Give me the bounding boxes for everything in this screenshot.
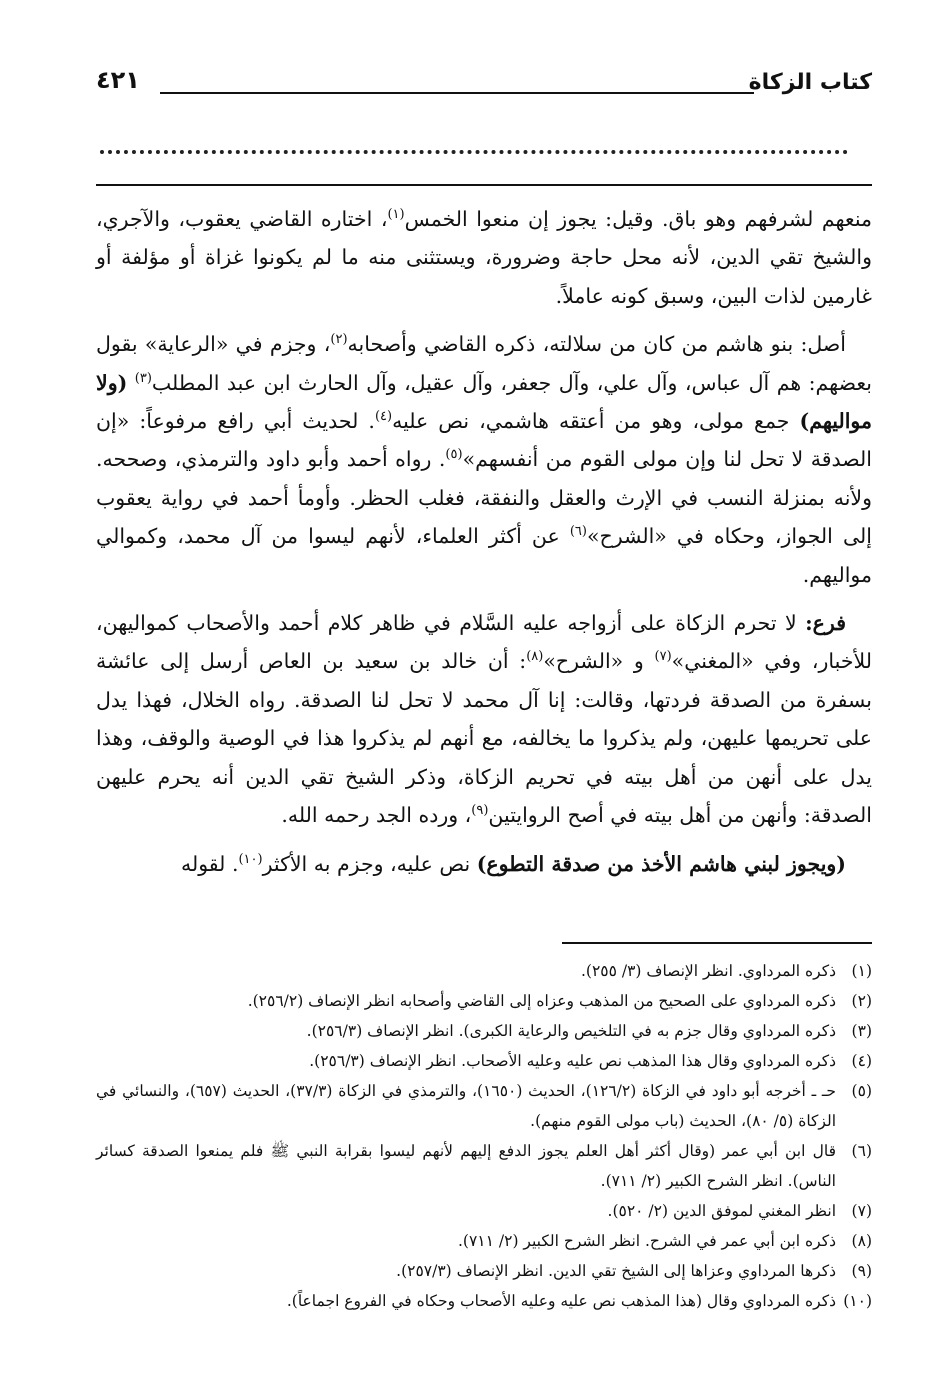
footnote-number: (٦) — [851, 1142, 872, 1160]
footnote-number: (٥) — [851, 1082, 872, 1100]
footnote-text: ذكرها المرداوي وعزاها إلى الشيخ تقي الدين. انظر الإنصاف (٢٥٧/٣). — [396, 1262, 836, 1280]
page-number: ٤٢١ — [96, 66, 140, 94]
footnote — [96, 986, 872, 1016]
footnote — [96, 1196, 872, 1226]
paragraph-1: منعهم لشرفهم وهو باق. وقيل: يجوز إن منعوا الخمس$^{(١)}$، اختاره القاضي يعقوب، والآجري، والشيخ تقي الدين، لأنه محل حاجة وضرورة، ويستثنى منه ما لم يكونوا غزاة أو مؤلفة أو غارمين لذات البين، وسبق كونه عاملاً. — [96, 207, 872, 308]
footnote — [96, 1256, 872, 1286]
footnote — [96, 1016, 872, 1046]
footnote-number: (٣) — [851, 1022, 872, 1040]
footnote — [96, 1286, 872, 1316]
book-title: كتاب الزكاة — [748, 70, 872, 95]
paragraph-4: (ويجوز لبني هاشم الأخذ من صدقة التطوع) نص عليه، وجزم به الأكثر$^{(١٠)}$. لقوله — [180, 851, 846, 876]
paragraph-2: أصل: بنو هاشم من كان من سلالته، ذكره القاضي وأصحابه$^{(٢)}$، وجزم في «الرعاية» بقول بعضهم: هم آل عباس، وآل علي، وآل جعفر، وآل عقيل، وآل الحارث ابن عبد المطلب$^{(٣)}$ (ولا مواليهم) جمع مولى، وهو من أعتقه هاشمي، نص عليه$^{(٤)}$. لحديث أبي رافع مرفوعاً: «إن الصدقة لا تحل لنا وإن مولى القوم من أنفسهم»$^{(٥)}$. رواه أحمد وأبو داود والترمذي، وصححه. ولأنه بمنزلة النسب في الإرث والعقل والنفقة، فغلب الحظر. وأومأ أحمد في رواية يعقوب إلى الجواز، وحكاه في «الشرح»$^{(٦)}$ عن أكثر العلماء، لأنهم ليسوا من آل محمد، وكموالي مواليهم. — [96, 332, 873, 587]
footnote — [96, 1076, 872, 1136]
footnote-ref: (٤) — [374, 409, 393, 425]
header-rule — [160, 92, 754, 94]
footnote-ref: (٨) — [526, 649, 544, 665]
footnote-text: ذكره المرداوي وقال هذا المذهب نص عليه وعليه الأصحاب. انظر الإنصاف (٢٥٦/٣). — [309, 1052, 836, 1070]
footnote-ref: (٦) — [569, 524, 587, 540]
footnote-ref: (١) — [387, 207, 405, 223]
matn-bold: (ويجوز لبني هاشم الأخذ من صدقة التطوع) — [476, 851, 846, 876]
footnote-number: (١) — [851, 962, 872, 980]
footnote-text: حـ ـ أخرجه أبو داود في الزكاة (١٢٦/٢)، الحديث (١٦٥٠)، والترمذي في الزكاة (٣٧/٣)، الحديث (٦٥٧)، والنسائي في الزكاة (٥/ ٨٠)، الحديث (باب مولى القوم منهم). — [96, 1082, 837, 1130]
footnote — [96, 1136, 872, 1196]
footnotes — [96, 956, 872, 1316]
footnote-text: ذكره المرداوي وقال (هذا المذهب نص عليه وعليه الأصحاب وحكاه في الفروع اجماعاً). — [286, 1292, 836, 1310]
footnote-number: (٢) — [851, 992, 872, 1010]
matn-bold: (ولا مواليهم) — [96, 370, 873, 434]
footnote-ref: (٥) — [445, 447, 463, 463]
footnote-text: ذكره ابن أبي عمر في الشرح. انظر الشرح الكبير (٢/ ٧١١). — [458, 1232, 836, 1250]
footnote-text: قال ابن أبي عمر (وقال أكثر أهل العلم يجوز الدفع إليهم لأنهم ليسوا بقرابة النبي ﷺ فلم يمنعوا الصدقة كسائر الناس). انظر الشرح الكبير (٢/ ٧١١). — [96, 1142, 836, 1190]
branch-label: فرع: — [805, 611, 846, 636]
footnote — [96, 1046, 872, 1076]
footnote-number: (٤) — [851, 1052, 872, 1070]
footnote — [96, 956, 872, 986]
paragraph-3: فرع: لا تحرم الزكاة على أزواجه عليه السَّلام في ظاهر كلام أحمد والأصحاب كمواليهن، للأخبار، وفي «المغني»$^{(٧)}$ و «الشرح»$^{(٨)}$: أن خالد بن سعيد بن العاص أرسل إلى عائشة بسفرة من الصدقة فردتها، وقالت: إنا آل محمد لا تحل لنا الصدقة. رواه الخلال، فهذا يدل على تحريمها عليهن، ولم يذكروا ما يخالفه، مع أنهم لم يذكروا هذا في الوصية والوقف، وهذا يدل على أنهن من أهل بيته في تحريم الزكاة، وذكر الشيخ تقي الدين أنه يحرم عليهن الصدقة: وأنهن من أهل بيته في أصح الروايتين$^{(٩)}$، ورده الجد رحمه الله. — [96, 611, 872, 828]
footnote-ref: (٢) — [330, 332, 348, 348]
main-text — [96, 200, 872, 893]
page-header — [96, 62, 872, 106]
dotted-separator — [100, 150, 848, 158]
footnote — [96, 1226, 872, 1256]
footnote-number: (٨) — [851, 1232, 872, 1250]
footnote-ref: (٩) — [471, 803, 489, 819]
footnote-text: ذكره المرداوي على الصحيح من المذهب وعزاه إلى القاضي وأصحابه انظر الإنصاف (٢٥٦/٢). — [247, 992, 836, 1010]
footnote-number: (١٠) — [843, 1292, 872, 1310]
footnote-ref: (٣) — [134, 370, 152, 386]
footnote-rule — [562, 942, 872, 944]
footnote-text: انظر المغني لموفق الدين (٢/ ٥٢٠). — [607, 1202, 836, 1220]
footnote-number: (٧) — [851, 1202, 872, 1220]
main-text-rule — [96, 184, 872, 186]
footnote-ref: (٧) — [654, 649, 672, 665]
footnote-text: ذكره المرداوي. انظر الإنصاف (٣/ ٢٥٥). — [580, 962, 836, 980]
footnote-ref: (١٠) — [238, 851, 263, 867]
footnote-number: (٩) — [851, 1262, 872, 1280]
footnote-text: ذكره المرداوي وقال جزم به في التلخيص والرعاية الكبرى). انظر الإنصاف (٢٥٦/٣). — [306, 1022, 836, 1040]
